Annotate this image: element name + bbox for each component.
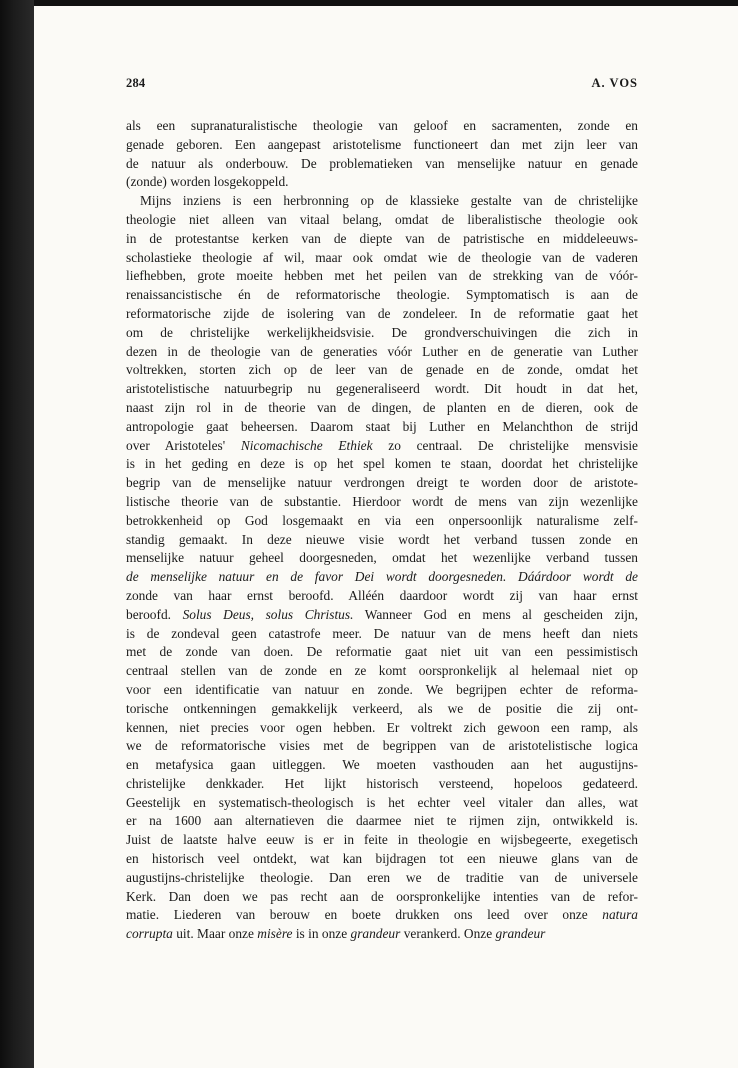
text-run: over Aristoteles' [126, 437, 241, 453]
italic-phrase: grandeur [350, 926, 401, 942]
text-line [126, 512, 638, 531]
text-line [126, 681, 638, 700]
text-line [126, 192, 638, 211]
text-run: Mijns inziens is een herbronning op de klassieke gestalte van de christelijke [140, 193, 638, 209]
text-run: in de protestantse kerken van de diepte van de patristische en middeleeuws- [126, 230, 638, 246]
text-run: kennen, niet precies voor ogen hebben. Er voltrekt zich gewoon een ramp, als [126, 719, 638, 735]
text-run: zonde van haar ernst beroofd. Alléén daardoor wordt zij van haar ernst [126, 587, 638, 603]
text-run: (zonde) worden losgekoppeld. [126, 174, 289, 190]
text-line [126, 211, 638, 230]
text-run: er na 1600 aan alternatieven die daarmee niet te rijmen zijn, ontwikkeld is. [126, 813, 638, 829]
text-run: uit. Maar onze [172, 926, 258, 942]
body-text [126, 117, 638, 944]
text-run: reformatorische zijde de isolering van de zondeleer. In de reformatie gaat het [126, 305, 638, 321]
italic-phrase: natura [602, 907, 638, 923]
text-run: voltrekken, storten zich op de leer van de genade en de zonde, omdat het [126, 362, 638, 378]
text-run: genade geboren. Een aangepast aristotelisme functioneert dan met zijn leer van [126, 136, 638, 152]
text-run: menselijke natuur geheel doorgesneden, omdat het wezenlijke verband tussen [126, 550, 638, 566]
text-line [126, 249, 638, 268]
text-run: en metafysica gaan uitleggen. We moeten vasthouden aan het augustijns- [126, 757, 638, 773]
text-line [126, 850, 638, 869]
italic-phrase: grandeur [495, 926, 546, 942]
text-line [126, 700, 638, 719]
text-run: christelijke denkkader. Het lijkt historisch versteend, hopeloos gedateerd. [126, 775, 638, 791]
text-line [126, 888, 638, 907]
text-line [126, 662, 638, 681]
text-run: de natuur als onderbouw. De problematieken van menselijke natuur en genade [126, 155, 638, 171]
text-line [126, 493, 638, 512]
italic-phrase: de menselijke natuur en de favor Dei wordt doorgesneden. Dáárdoor wordt de [126, 569, 638, 585]
text-run: liefhebben, grote moeite hebben met het peilen van de strekking van de vóór- [126, 268, 638, 284]
text-line [126, 812, 638, 831]
text-line [126, 925, 638, 944]
italic-phrase: Solus Deus, solus Christus. [182, 606, 354, 622]
text-line [126, 117, 638, 136]
text-line [126, 418, 638, 437]
italic-phrase: misère [257, 926, 293, 942]
text-run: antropologie gaat beheersen. Daarom staat bij Luther en Melanchthon de strijd [126, 418, 638, 434]
text-line [126, 643, 638, 662]
text-run: torische ontkenningen gemakkelijk verkeerd, als we de positie die zij ont- [126, 700, 638, 716]
text-line [126, 906, 638, 925]
text-run: voor een identificatie van natuur en zonde. We begrijpen echter de reforma- [126, 681, 638, 697]
text-line [126, 568, 638, 587]
text-run: Geestelijk en systematisch-theologisch is het echter veel vitaler dan alles, wat [126, 794, 638, 810]
text-line [126, 399, 638, 418]
text-run: naast zijn rol in de theorie van de dingen, de planten en de dieren, ook de [126, 399, 638, 415]
italic-phrase: corrupta [126, 926, 173, 942]
text-run: en historisch veel ontdekt, wat kan bijdragen tot een nieuwe glans van de [126, 851, 638, 867]
text-line [126, 230, 638, 249]
text-line [126, 305, 638, 324]
text-run: Juist de laatste halve eeuw is er in feite in theologie en wijsbegeerte, exegetisch [126, 832, 638, 848]
text-line [126, 794, 638, 813]
text-run: matie. Liederen van berouw en boete drukken ons leed over onze [126, 907, 603, 923]
text-line [126, 587, 638, 606]
text-line [126, 343, 638, 362]
scan-border-left [0, 0, 34, 1068]
text-line [126, 474, 638, 493]
text-run: zo centraal. De christelijke mensvisie [372, 437, 638, 453]
text-line [126, 286, 638, 305]
text-run: Kerk. Dan doen we pas recht aan de oorspronkelijke intenties van de refor- [126, 888, 638, 904]
text-run: standig gemaakt. In deze nieuwe visie wordt het verband tussen zonde en [126, 531, 638, 547]
text-line [126, 380, 638, 399]
text-run: betrokkenheid op God losgemaakt en via een onpersoonlijk naturalisme zelf- [126, 512, 638, 528]
text-line [126, 267, 638, 286]
text-line [126, 361, 638, 380]
text-run: is in het geding en deze is op het spel komen te staan, doordat het christelijke [126, 456, 638, 472]
text-run: dezen in de theologie van de generaties vóór Luther en de generatie van Luther [126, 343, 638, 359]
text-line [126, 775, 638, 794]
text-run: theologie niet alleen van vitaal belang, omdat de liberalistische theologie ook [126, 211, 638, 227]
text-run: we de reformatorische visies met de begrippen van de aristotelistische logica [126, 738, 638, 754]
text-run: aristotelistische natuurbegrip nu gegeneraliseerd wordt. Dit houdt in dat het, [126, 381, 638, 397]
text-run: is in onze [292, 926, 351, 942]
text-run: om de christelijke werkelijkheidsvisie. De grondverschuivingen die zich in [126, 324, 638, 340]
text-run: beroofd. [126, 606, 183, 622]
text-run: als een supranaturalistische theologie van geloof en sacramenten, zonde en [126, 118, 638, 133]
text-run: verankerd. Onze [400, 926, 496, 942]
text-run: met de zonde van doen. De reformatie gaat niet uit van een pessimistisch [126, 644, 638, 660]
text-line [126, 831, 638, 850]
text-line [126, 869, 638, 888]
text-run: scholastieke theologie af wil, maar ook omdat wie de theologie van de vaderen [126, 249, 638, 265]
text-line [126, 455, 638, 474]
text-line [126, 437, 638, 456]
page-number: 284 [126, 76, 146, 90]
text-run: Wanneer God en mens al gescheiden zijn, [353, 606, 638, 622]
text-line [126, 737, 638, 756]
text-run: begrip van de menselijke natuur verdrongen dreigt te worden door de aristote- [126, 475, 638, 491]
text-run: augustijns-christelijke theologie. Dan eren we de traditie van de universele [126, 869, 638, 885]
text-line [126, 155, 638, 174]
text-line [126, 173, 638, 192]
text-run: listische theorie van de substantie. Hierdoor wordt de mens van zijn wezenlijke [126, 493, 638, 509]
running-head-author: A. VOS [591, 76, 638, 90]
text-line [126, 719, 638, 738]
text-line [126, 531, 638, 550]
text-line [126, 625, 638, 644]
text-line [126, 136, 638, 155]
text-line [126, 324, 638, 343]
text-line [126, 606, 638, 625]
page-header [126, 76, 638, 94]
text-line [126, 549, 638, 568]
italic-phrase: Nicomachische Ethiek [240, 437, 373, 453]
text-run: centraal stellen van de zonde en ze komt oorspronkelijk al helemaal niet op [126, 663, 638, 679]
text-line [126, 756, 638, 775]
text-run: is de zondeval geen catastrofe meer. De natuur van de mens heeft dan niets [126, 625, 638, 641]
text-run: renaissancistische én de reformatorische theologie. Symptomatisch is aan de [126, 287, 638, 303]
